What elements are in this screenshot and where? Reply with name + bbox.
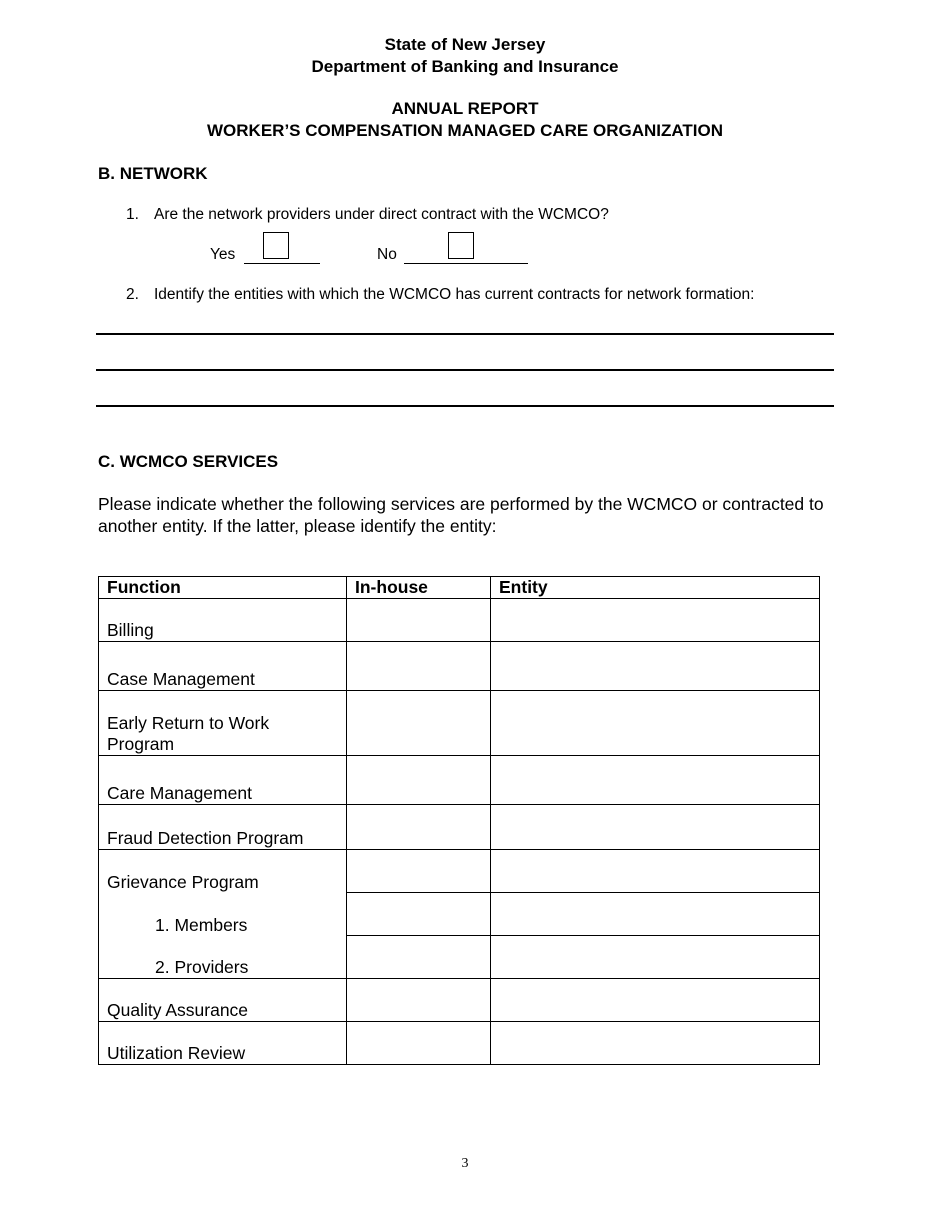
table-row — [99, 1022, 820, 1065]
in-house-cell[interactable] — [347, 893, 491, 936]
in-house-cell[interactable] — [347, 756, 491, 805]
entity-cell[interactable] — [491, 805, 820, 850]
yes-blank[interactable] — [244, 263, 320, 264]
in-house-cell[interactable] — [347, 805, 491, 850]
in-house-cell[interactable] — [347, 642, 491, 691]
page-number: 3 — [461, 1156, 469, 1171]
function-cell: Utilization Review — [99, 1022, 347, 1065]
services-table — [98, 576, 820, 1065]
state-title: State of New Jersey — [384, 35, 546, 54]
answer-line-1[interactable] — [96, 333, 834, 335]
entity-cell[interactable] — [491, 1022, 820, 1065]
in-house-cell[interactable] — [347, 979, 491, 1022]
question-2-number: 2. — [126, 286, 139, 303]
function-cell: Care Management — [99, 756, 347, 805]
entity-cell[interactable] — [491, 756, 820, 805]
answer-line-2[interactable] — [96, 369, 834, 371]
in-house-cell[interactable] — [347, 691, 491, 756]
entity-cell[interactable] — [491, 936, 820, 979]
answer-line-3[interactable] — [96, 405, 834, 407]
function-cell: Early Return to Work Program — [99, 691, 347, 756]
entity-cell[interactable] — [491, 691, 820, 756]
column-header-entity: Entity — [491, 577, 820, 599]
services-heading: C. WCMCO SERVICES — [98, 452, 279, 471]
function-cell: Case Management — [99, 642, 347, 691]
function-cell: Grievance Program — [99, 850, 347, 893]
network-heading: B. NETWORK — [98, 164, 208, 183]
yes-label: Yes — [210, 246, 236, 263]
in-house-cell[interactable] — [347, 1022, 491, 1065]
table-row — [99, 850, 820, 893]
entity-cell[interactable] — [491, 893, 820, 936]
table-row — [99, 979, 820, 1022]
column-header-in-house: In-house — [347, 577, 491, 599]
no-checkbox[interactable] — [448, 232, 474, 259]
entity-cell[interactable] — [491, 642, 820, 691]
in-house-cell[interactable] — [347, 936, 491, 979]
in-house-cell[interactable] — [347, 850, 491, 893]
table-row — [99, 642, 820, 691]
yes-checkbox[interactable] — [263, 232, 289, 259]
table-row — [99, 805, 820, 850]
table-row — [99, 691, 820, 756]
column-header-function: Function — [99, 577, 347, 599]
entity-cell[interactable] — [491, 850, 820, 893]
table-row — [99, 893, 820, 936]
table-row — [99, 756, 820, 805]
no-blank[interactable] — [404, 263, 528, 264]
services-instructions: Please indicate whether the following services are performed by the WCMCO or contracted to another entity. If the latter, please identify the entity: — [98, 494, 824, 536]
organization-title: WORKER’S COMPENSATION MANAGED CARE ORGANIZATION — [207, 121, 723, 140]
function-cell: 1. Members — [99, 893, 347, 936]
question-1-text: Are the network providers under direct contract with the WCMCO? — [154, 206, 609, 223]
entity-cell[interactable] — [491, 979, 820, 1022]
report-title: ANNUAL REPORT — [391, 99, 539, 118]
table-row — [99, 599, 820, 642]
function-cell: Billing — [99, 599, 347, 642]
question-1-number: 1. — [126, 206, 139, 223]
question-2-text: Identify the entities with which the WCMCO has current contracts for network formation: — [154, 286, 755, 303]
entity-cell[interactable] — [491, 599, 820, 642]
no-label: No — [377, 246, 397, 263]
in-house-cell[interactable] — [347, 599, 491, 642]
function-cell: 2. Providers — [99, 936, 347, 979]
table-header-row — [99, 577, 820, 599]
department-title: Department of Banking and Insurance — [311, 57, 619, 76]
table-row — [99, 936, 820, 979]
function-cell: Fraud Detection Program — [99, 805, 347, 850]
function-cell: Quality Assurance — [99, 979, 347, 1022]
